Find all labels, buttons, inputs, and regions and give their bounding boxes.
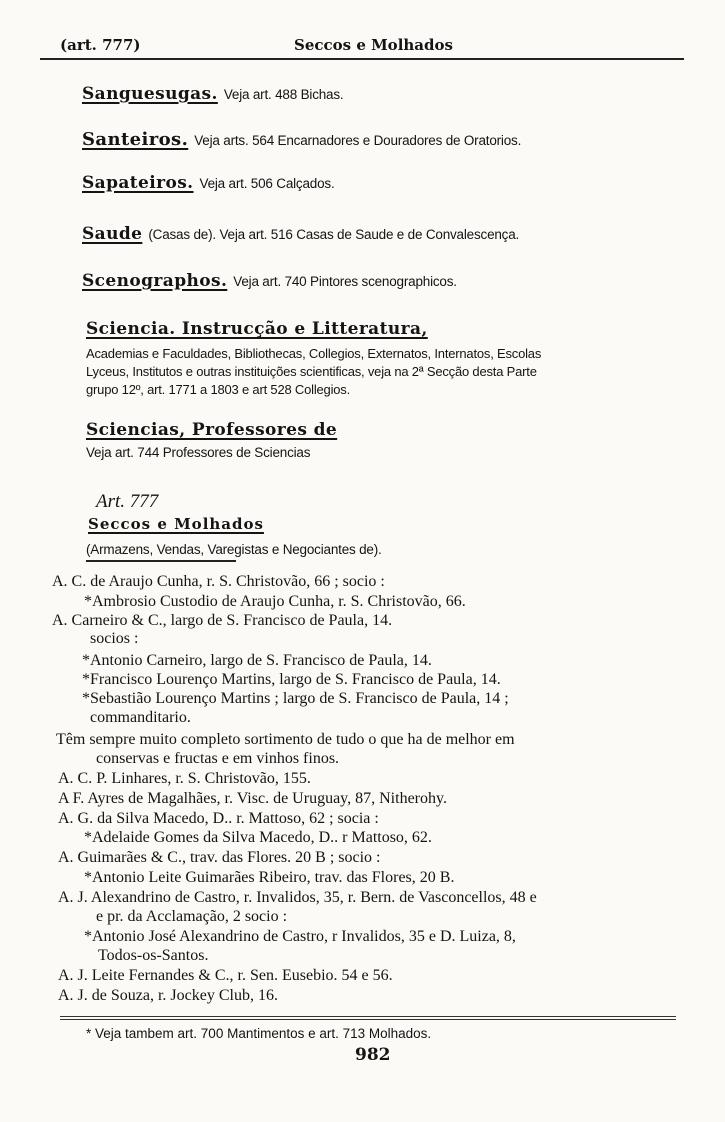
article-rule xyxy=(86,560,236,562)
entry-line: *Sebastião Lourenço Martins ; largo de S. Francisco de Paula, 14 ; xyxy=(82,690,509,707)
header-title: Seccos e Molhados xyxy=(294,36,453,54)
entry-line: A. C. de Araujo Cunha, r. S. Christovão, 66 ; socio : xyxy=(52,573,385,590)
running-header xyxy=(60,36,682,58)
entry-line: *Ambrosio Custodio de Araujo Cunha, r. S. Christovão, 66. xyxy=(84,593,466,610)
header-article-ref: (art. 777) xyxy=(60,36,141,54)
article-label: Art. 777 xyxy=(96,491,159,512)
entry-heading: Santeiros. xyxy=(82,129,189,150)
entry-text: Veja arts. 564 Encarnadores e Douradores de Oratorios. xyxy=(194,133,522,148)
article-title: Seccos e Molhados xyxy=(88,515,264,533)
footnote-rule-2 xyxy=(60,1019,676,1020)
entry-line: A. J. de Souza, r. Jockey Club, 16. xyxy=(58,987,278,1004)
entry-line: commanditario. xyxy=(90,709,191,726)
entry-scenographos xyxy=(82,272,457,292)
sciencia-line-1: Academias e Faculdades, Bibliothecas, Collegios, Externatos, Internatos, Escolas xyxy=(86,346,542,361)
footnote-rule xyxy=(60,1016,676,1017)
entry-sanguesugas xyxy=(82,85,343,105)
entry-line: *Antonio José Alexandrino de Castro, r Invalidos, 35 e D. Luiza, 8, xyxy=(84,928,516,945)
entry-heading: Scenographos. xyxy=(82,271,228,291)
entry-line: A. C. P. Linhares, r. S. Christovão, 155. xyxy=(58,770,311,787)
entry-line: A F. Ayres de Magalhães, r. Visc. de Uruguay, 87, Nitherohy. xyxy=(58,790,447,807)
entry-line: A. Guimarães & C., trav. das Flores. 20 B ; socio : xyxy=(58,849,381,866)
page-number: 982 xyxy=(355,1045,391,1065)
entry-santeiros xyxy=(82,130,521,151)
entry-line: conservas e fructas e em vinhos finos. xyxy=(96,750,340,767)
entry-text: Veja art. 506 Calçados. xyxy=(199,176,335,191)
entry-line: *Adelaide Gomes da Silva Macedo, D.. r Mattoso, 62. xyxy=(84,829,432,846)
entry-line: Todos-os-Santos. xyxy=(98,947,209,964)
header-rule xyxy=(40,58,684,60)
entry-line: A. J. Leite Fernandes & C., r. Sen. Eusebio. 54 e 56. xyxy=(58,967,393,984)
entry-line: A. G. da Silva Macedo, D.. r. Mattoso, 62 ; socia : xyxy=(58,810,379,827)
sciencia-line-2: Lyceus, Institutos e outras instituições scientificas, veja na 2ª Secção desta Parte xyxy=(86,364,537,379)
footnote: * Veja tambem art. 700 Mantimentos e art. 713 Molhados. xyxy=(86,1026,432,1041)
sciencias-line: Veja art. 744 Professores de Sciencias xyxy=(86,445,311,460)
entry-sapateiros xyxy=(82,174,335,194)
entry-line: socios : xyxy=(90,630,139,647)
entry-text: Veja art. 740 Pintores scenographicos. xyxy=(233,274,457,289)
entry-saude xyxy=(82,225,519,245)
entry-line: *Francisco Lourenço Martins, largo de S. Francisco de Paula, 14. xyxy=(82,671,501,688)
entry-line: A. J. Alexandrino de Castro, r. Invalidos, 35, r. Bern. de Vasconcellos, 48 e xyxy=(58,889,537,906)
entry-line: A. Carneiro & C., largo de S. Francisco de Paula, 14. xyxy=(52,612,393,629)
entry-heading: Sanguesugas. xyxy=(82,84,218,104)
entry-text: (Casas de). Veja art. 516 Casas de Saude e de Convalescença. xyxy=(148,227,520,242)
sciencia-heading: Sciencia. Instrucção e Litteratura, xyxy=(86,319,428,339)
entry-line: *Antonio Leite Guimarães Ribeiro, trav. das Flores, 20 B. xyxy=(84,869,455,886)
entry-line: Têm sempre muito completo sortimento de tudo o que ha de melhor em xyxy=(56,731,515,748)
article-subtitle: (Armazens, Vendas, Varegistas e Negociantes de). xyxy=(86,542,382,557)
sciencias-heading: Sciencias, Professores de xyxy=(86,420,338,440)
entry-heading: Sapateiros. xyxy=(82,173,194,193)
entry-line: *Antonio Carneiro, largo de S. Francisco de Paula, 14. xyxy=(82,652,432,669)
entry-line: e pr. da Acclamação, 2 socio : xyxy=(96,908,288,925)
sciencia-line-3: grupo 12º, art. 1771 a 1803 e art 528 Collegios. xyxy=(86,382,351,397)
entry-text: Veja art. 488 Bichas. xyxy=(223,87,344,102)
entry-heading: Saude xyxy=(82,224,143,244)
